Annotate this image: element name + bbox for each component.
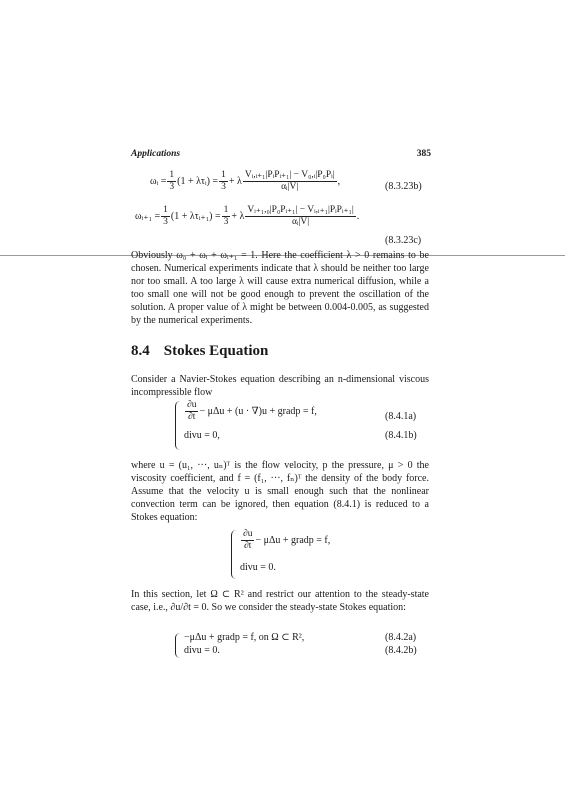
equation-number: (8.4.1b) (385, 430, 417, 441)
equation-number: (8.4.1a) (385, 411, 417, 422)
equation-8-3-23c (135, 205, 359, 228)
fraction: $\frac{1}{3}$ (221, 170, 226, 192)
eq-lhs: ωᵢ₊₁ = (135, 211, 161, 222)
running-title: Applications (131, 149, 181, 159)
left-brace (175, 633, 180, 658)
eq-plus-lambda: + λ (231, 211, 245, 222)
running-header (131, 149, 431, 159)
eq-lhs: ωᵢ = (150, 176, 167, 187)
eq-mid: (1 + λτᵢ) = (177, 176, 219, 187)
equation-number: (8.4.2b) (385, 645, 417, 656)
paragraph: where u = (u₁, ···, uₙ)ᵀ is the flow velocity, p the pressure, μ > 0 the viscosity coefficient, and f = (f₁, ···, fₙ)ᵀ the density of the body force. Assume that the velocity u is small enough such that the nonlinear convection term can be ignored, then equation (8.4.1) is reduced to a Stokes equation: (131, 460, 429, 523)
fraction: $\frac{\text{Vᵢ₊₁,₀|P₀Pᵢ₊₁| − Vᵢ,ᵢ₊₁|PᵢPᵢ₊₁|}}{\text{αᵢ|V|}}$ (247, 205, 354, 227)
section-number: 8.4 (131, 343, 150, 359)
equation-number: (8.3.23b) (385, 181, 422, 192)
eq-trail: . (356, 211, 360, 222)
paragraph: Consider a Navier-Stokes equation describing an n-dimensional viscous incompressible flow (131, 374, 429, 398)
fraction: $\frac{\text{Vᵢ,ᵢ₊₁|PᵢPᵢ₊₁| − V₀,ᵢ|P₀Pᵢ|}}{\text{αᵢ|V|}}$ (244, 170, 335, 192)
eq-line: − μΔu + gradp = f, (255, 535, 331, 546)
eq-line: divu = 0, (184, 430, 220, 441)
section-heading (131, 343, 268, 360)
eq-line: divu = 0. (240, 562, 276, 573)
paragraph: Obviously ω₀ + ωᵢ + ωᵢ₊₁ = 1. Here the coefficient λ > 0 remains to be chosen. Numerical experiments indicate that λ should be neither too large nor too small. A too large λ will cause extra numerical diffusion, while a too small one will not be good enough to prevent the oscillation of the solution. A proper value of λ might be between 0.004-0.005, as suggested by the numerical experiments. (131, 250, 429, 326)
left-brace (231, 530, 236, 579)
fraction: $\frac{\partial u}{\partial t}$ (243, 529, 253, 551)
eq-plus-lambda: + λ (228, 176, 242, 187)
eq-line: −μΔu + gradp = f, on Ω ⊂ R², (184, 632, 305, 643)
equation-number: (8.4.2a) (385, 632, 417, 643)
equation-number: (8.3.23c) (385, 235, 422, 246)
left-brace (175, 401, 180, 450)
equation-8-3-23b: ωᵢ = $\frac{1}{3}$ (1 + λτᵢ) = $\frac{1}{3}$ + λ $\frac{\text{Vᵢ,ᵢ₊₁|PᵢPᵢ₊₁| − V₀,ᵢ|P₀Pᵢ|}}{\text{αᵢ|V|}}$ , (150, 170, 341, 192)
fraction: $\frac{1}{3}$ (169, 170, 175, 192)
page-number: 385 (416, 149, 431, 159)
eq-line: − μΔu + (u · ∇)u + gradp = f, (199, 406, 317, 417)
fraction: $\frac{1}{3}$ (223, 205, 229, 227)
paragraph: In this section, let Ω ⊂ R² and restrict our attention to the steady-state case, i.e., ∂u/∂t = 0. So we consider the steady-state Stokes equation: (131, 589, 429, 613)
eq-line: divu = 0. (184, 645, 220, 656)
eq-mid: (1 + λτᵢ₊₁) = (170, 211, 221, 222)
section-title: Stokes Equation (163, 343, 269, 359)
fraction: $\frac{\partial u}{\partial t}$ (187, 400, 197, 422)
fraction: $\frac{1}{3}$ (163, 205, 168, 227)
